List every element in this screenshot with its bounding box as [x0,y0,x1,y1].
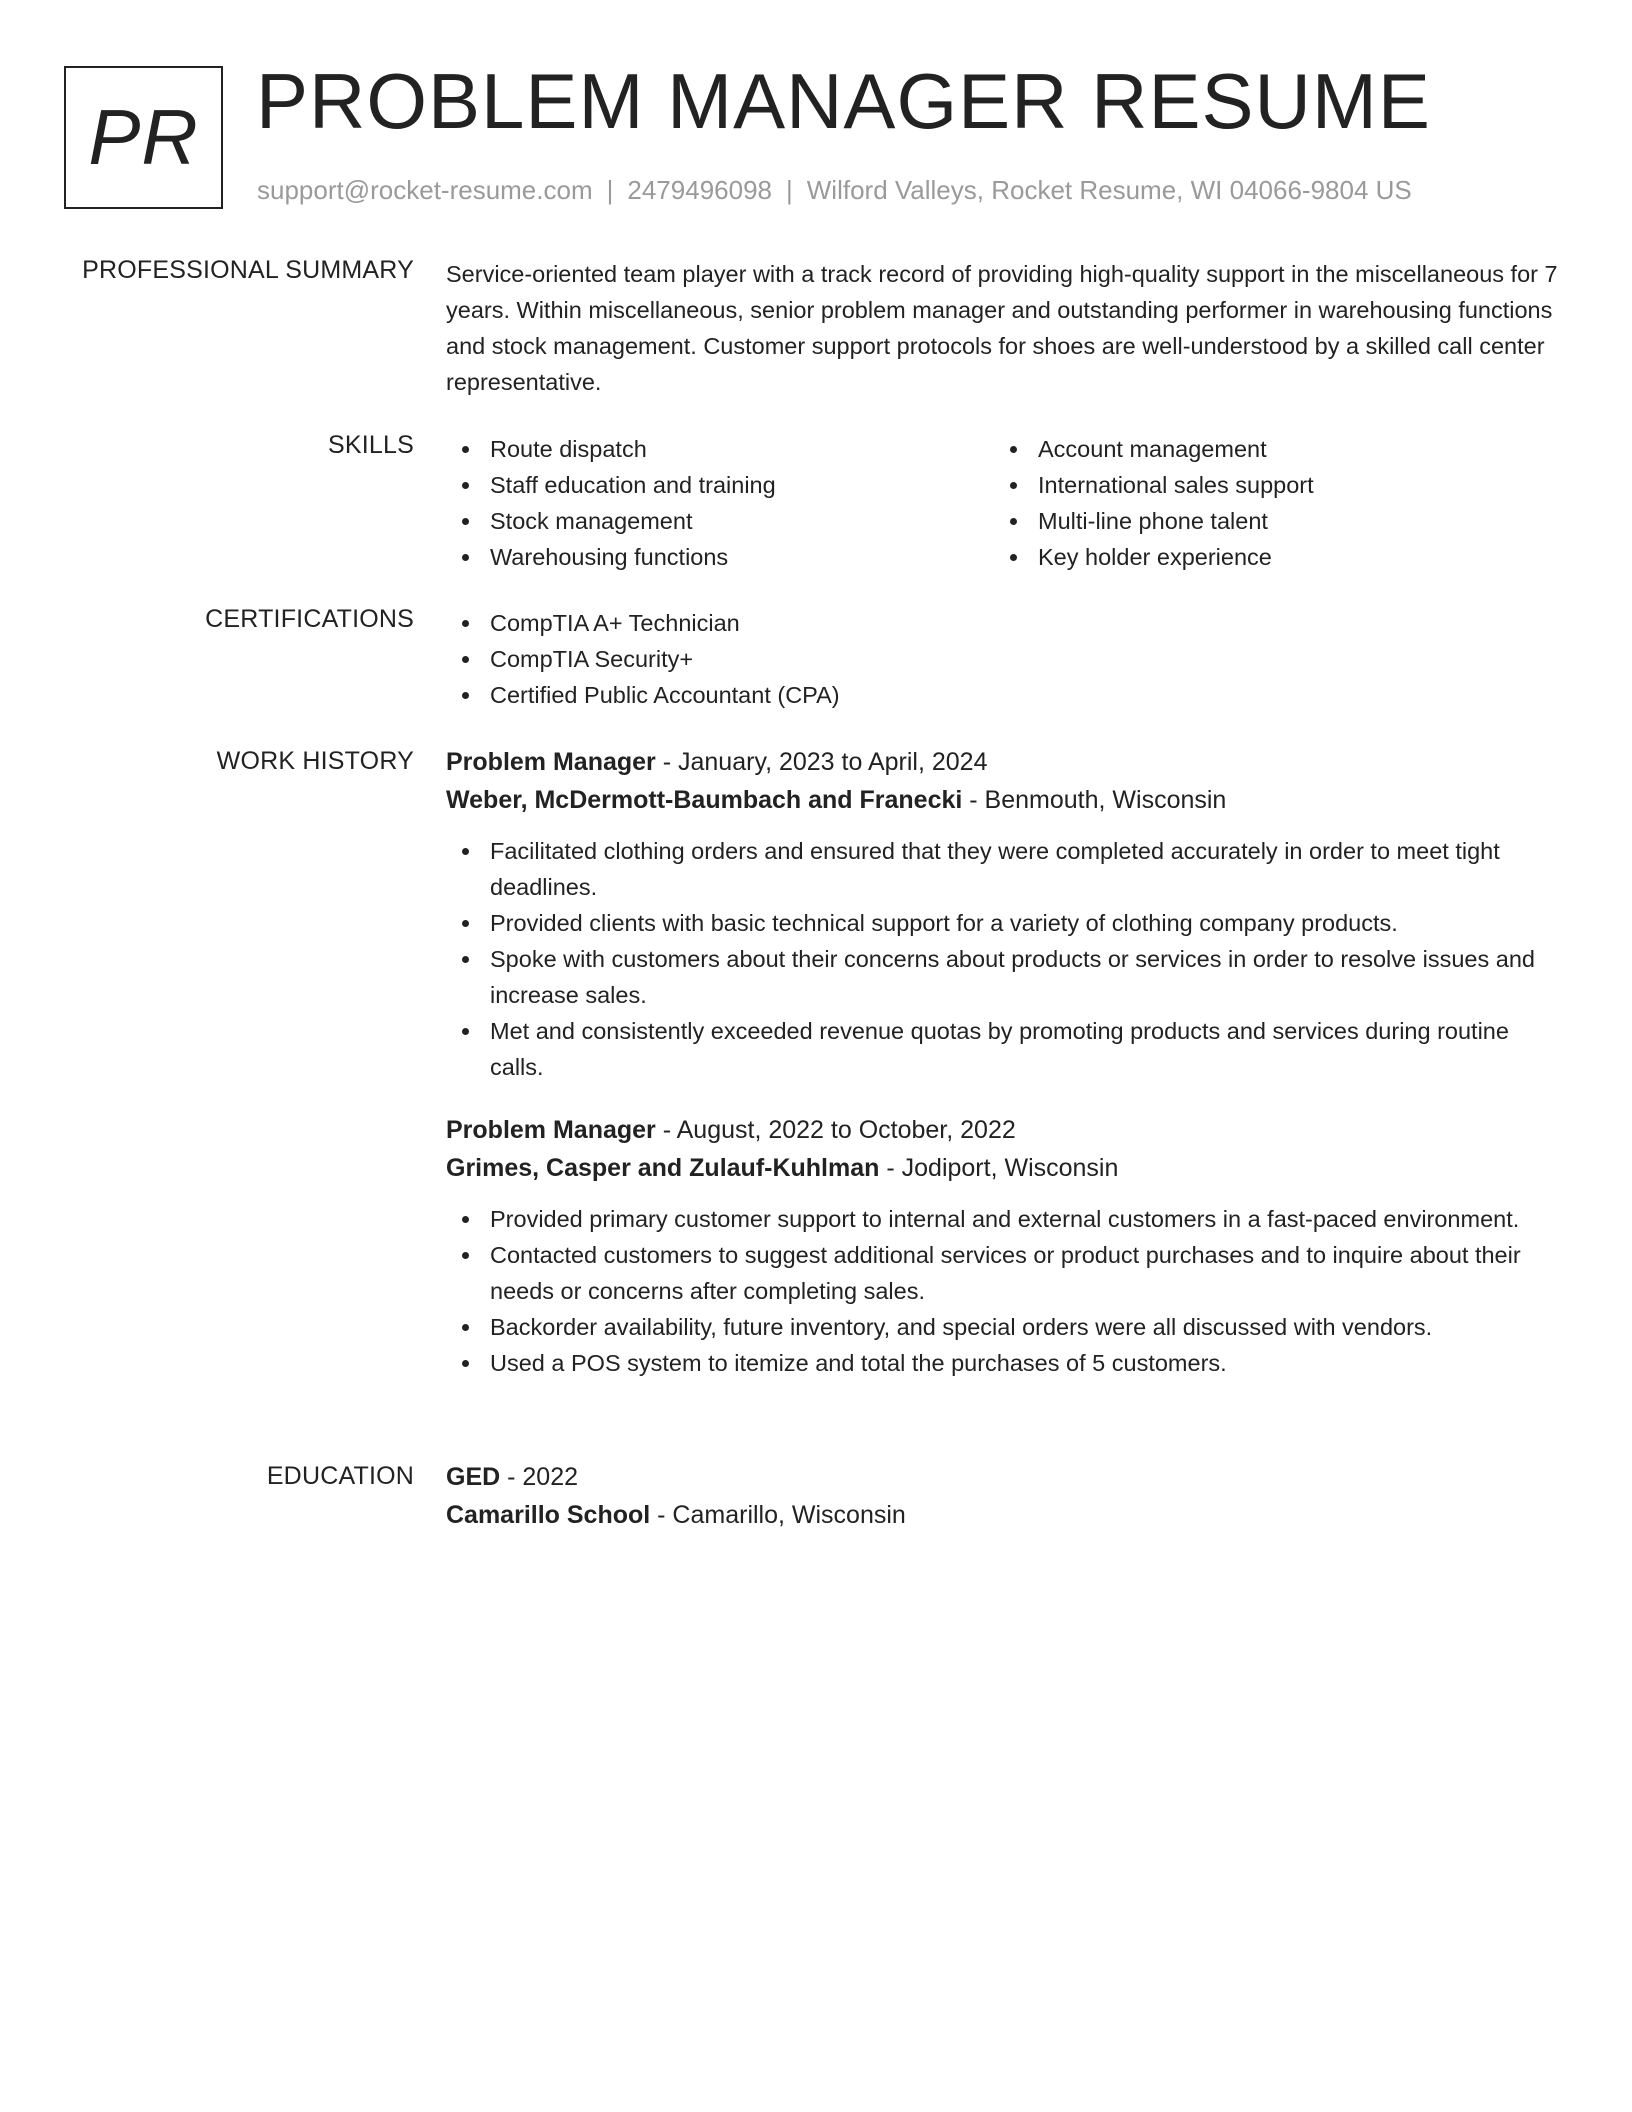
skills-column-left [446,431,994,575]
education-degree-line [446,1458,1566,1496]
resume-title: PROBLEM MANAGER RESUME [256,57,1431,145]
job-title-line [446,1111,1566,1149]
monogram-logo: PR [64,66,223,209]
contact-address: Wilford Valleys, Rocket Resume, WI 04066-9804 US [806,175,1412,205]
job-bullet: Used a POS system to itemize and total the purchases of 5 customers. [446,1345,1566,1381]
job-dates: - January, 2023 to April, 2024 [655,748,988,776]
job-company-line [446,1149,1566,1187]
section-label: WORK HISTORY [216,747,414,775]
skill-item: International sales support [994,467,1542,503]
job-title-line [446,743,1566,781]
skill-item: Staff education and training [446,467,994,503]
certification-item: CompTIA Security+ [446,641,1566,677]
skill-item: Stock management [446,503,994,539]
job-bullet: Spoke with customers about their concerns about products or services in order to resolve issues and increase sales. [446,941,1566,1013]
contact-line [257,175,1412,206]
section-label: PROFESSIONAL SUMMARY [82,256,414,284]
skill-item: Multi-line phone talent [994,503,1542,539]
skill-item: Route dispatch [446,431,994,467]
job-company: Grimes, Casper and Zulauf-Kuhlman [446,1154,880,1182]
job-bullets [446,833,1566,1085]
summary-text: Service-oriented team player with a track record of providing high-quality support in the miscellaneous for 7 years. Within miscellaneous, senior problem manager and outstanding performer in warehousing functions and stock management. Customer support protocols for shoes are well-understood by a skilled call center representative. [446,261,1558,395]
section-label: SKILLS [328,431,414,459]
job-title: Problem Manager [446,1116,656,1144]
certification-item: Certified Public Accountant (CPA) [446,677,1566,713]
education-year: - 2022 [500,1463,579,1491]
education-location: - Camarillo, Wisconsin [650,1501,906,1529]
education-school: Camarillo School [446,1501,651,1529]
job-bullet: Provided clients with basic technical support for a variety of clothing company products. [446,905,1566,941]
certification-item: CompTIA A+ Technician [446,605,1566,641]
job-entry [446,1111,1566,1381]
job-company-line [446,781,1566,819]
skills-list [446,431,1566,575]
job-bullet: Facilitated clothing orders and ensured that they were completed accurately in order to meet tight deadlines. [446,833,1566,905]
education-school-line [446,1496,1566,1534]
contact-phone: 2479496098 [627,175,772,205]
job-bullet: Contacted customers to suggest additional services or product purchases and to inquire about their needs or concerns after completing sales. [446,1237,1566,1309]
education-body [446,1458,1566,1534]
job-entry [446,743,1566,1085]
job-location: - Benmouth, Wisconsin [962,786,1227,814]
contact-separator: | [786,175,793,205]
section-label: CERTIFICATIONS [205,605,414,633]
skill-item: Warehousing functions [446,539,994,575]
contact-email: support@rocket-resume.com [257,175,593,205]
certifications-list [446,605,1566,713]
section-label: EDUCATION [266,1462,414,1490]
job-location: - Jodiport, Wisconsin [879,1154,1119,1182]
work-history-body [446,743,1566,1407]
education-degree: GED [446,1463,501,1491]
job-bullet: Provided primary customer support to internal and external customers in a fast-paced environment. [446,1201,1566,1237]
skill-item: Account management [994,431,1542,467]
job-dates: - August, 2022 to October, 2022 [655,1116,1016,1144]
job-title: Problem Manager [446,748,656,776]
job-company: Weber, McDermott-Baumbach and Franecki [446,786,963,814]
job-bullets [446,1201,1566,1381]
job-bullet: Met and consistently exceeded revenue quotas by promoting products and services during routine calls. [446,1013,1566,1085]
skills-column-right [994,431,1542,575]
contact-separator: | [606,175,614,205]
skill-item: Key holder experience [994,539,1542,575]
job-bullet: Backorder availability, future inventory, and special orders were all discussed with vendors. [446,1309,1566,1345]
